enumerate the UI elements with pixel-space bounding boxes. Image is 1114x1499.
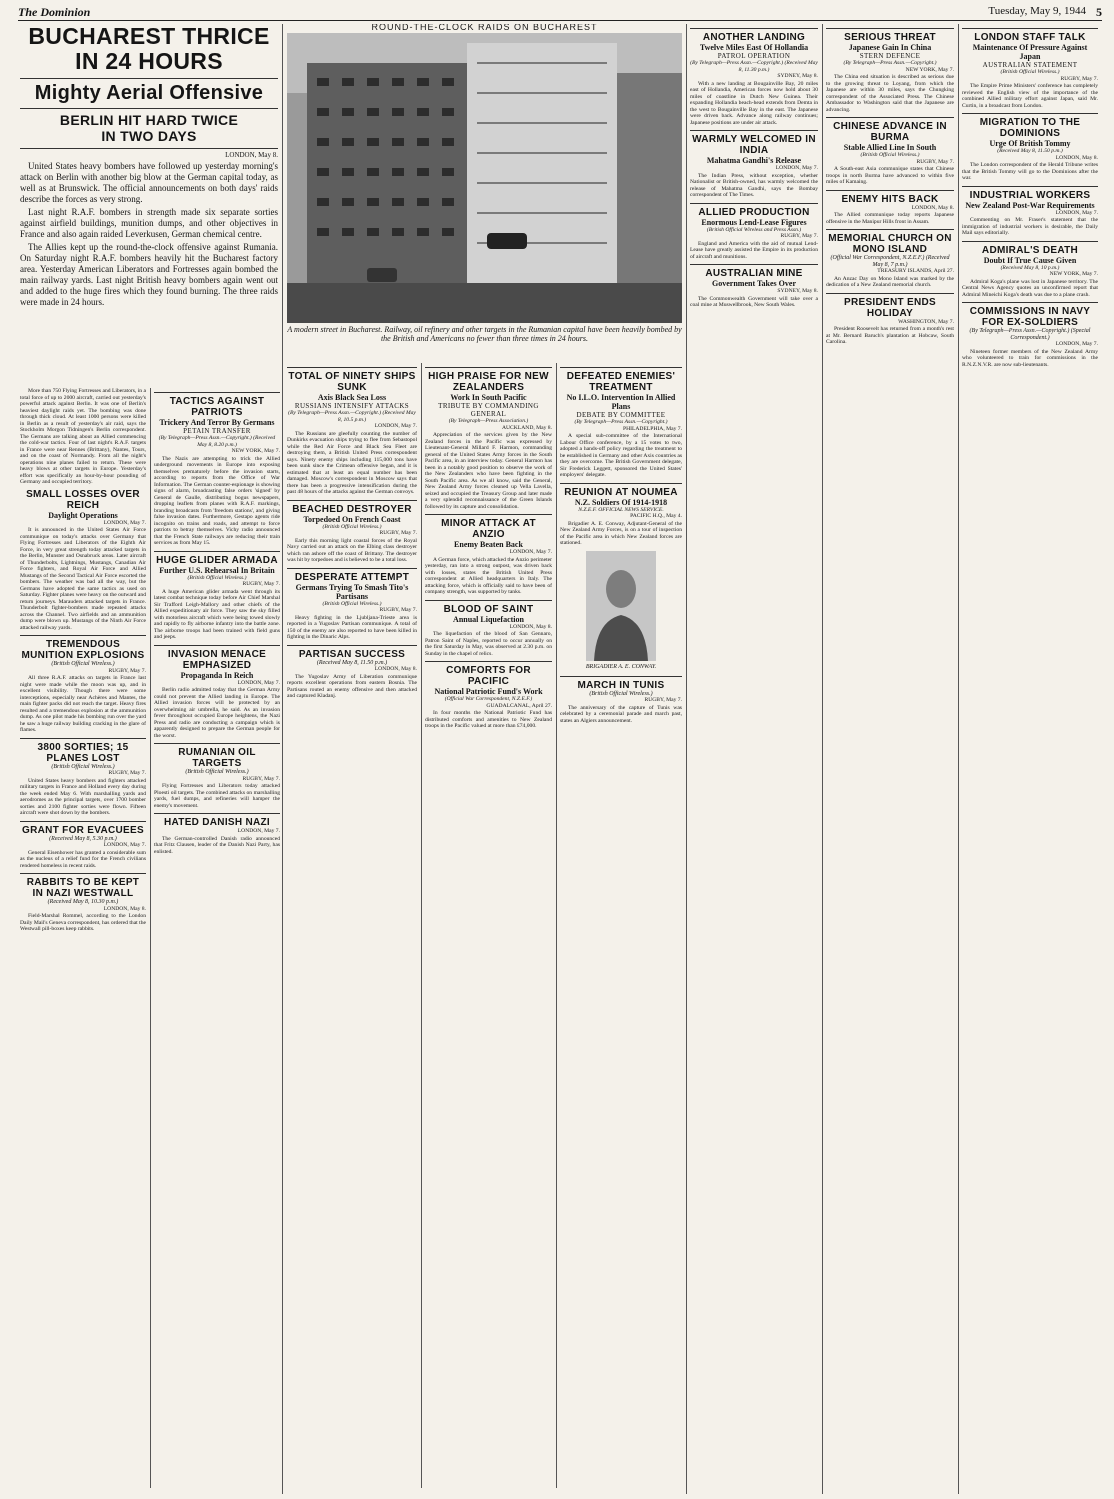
article: [425, 363, 552, 510]
article-subtitle: Daylight Operations: [48, 510, 118, 520]
article: [826, 225, 954, 289]
article-headline: TACTICS AGAINST PATRIOTS: [169, 396, 265, 418]
article-dateline: LONDON, May 7.: [237, 679, 280, 686]
article-body: The China end situation is described as serious due to the growing threat to Loyang, from which the Japanese are within 30 miles, says the Chungking correspondent of the Associated Press. The Chinese Ambassador to Washington said that the Japanese are advancing.: [826, 74, 954, 113]
article-headline: ALLIED PRODUCTION: [698, 206, 810, 218]
article-headline: HUGE GLIDER ARMADA: [156, 554, 278, 566]
article-deck: PATROL OPERATION: [717, 52, 791, 60]
article-credit: (By Telegraph—Press Assn.—Copyright.) (Received May 8, 8.20 p.m.): [158, 435, 276, 448]
article-credit: (British Official Wireless.): [1000, 69, 1060, 75]
article: [154, 809, 280, 855]
article-dateline: LONDON, May 8.: [911, 204, 954, 211]
article-subtitle: N.Z. Soldiers Of 1914-1918: [574, 497, 668, 507]
article-dateline: LONDON, May 7.: [1055, 209, 1098, 216]
article: [20, 734, 146, 817]
article-credit: (British Official Wireless.): [187, 574, 247, 581]
article: [287, 496, 417, 564]
article-deck: PETAIN TRANSFER: [183, 427, 251, 435]
article-subtitle: Stable Allied Line In South: [843, 143, 937, 152]
article-headline: SMALL LOSSES OVER REICH: [26, 488, 140, 511]
article-headline: HATED DANISH NAZI: [163, 817, 271, 828]
article-body: All three R.A.F. attacks on targets in France last night were made while the moon was up, and in excellent visibility. Though there were some interceptions, especially near Achères and Mantes, the main fighter packs did not reach the target. Heavy fires resulted and a tremendous explosion at the ammunition dump. As one pilot made his bombing run over the yard he saw a huge railway building cracking in the glare of flames.: [20, 675, 146, 733]
photo-title: ROUND-THE-CLOCK RAIDS ON BUCHAREST: [371, 24, 598, 32]
article-dateline: SYDNEY, May 8.: [777, 288, 818, 294]
article-body: Early this morning light coastal forces of the Royal Navy carried out an attack on the Elbing class destroyer which ran ashore off the coast of Brittany. The destroyer was hit by torpedoes and is believed to be a total loss.: [287, 537, 417, 563]
article-deck: STERN DEFENCE: [859, 52, 921, 60]
lead-paragraph-1: United States heavy bombers have followed up yesterday morning's attack on Berlin with another big blow at the German capital today, as well as at Brunswick. The official announcements on both days' raids describe the forces as very strong.: [20, 160, 278, 204]
article: [425, 596, 552, 658]
article-credit: (By Telegraph—Press Association.): [448, 418, 529, 424]
article-headline: GRANT FOR EVACUEES: [22, 824, 144, 836]
column-8: [962, 24, 1098, 1494]
column-6: [690, 24, 818, 1494]
column-1: [20, 388, 146, 1488]
article-subtitle: Government Takes Over: [712, 279, 796, 288]
article-subtitle: (British Official Wireless.): [589, 690, 653, 697]
article: [962, 109, 1098, 182]
article: [826, 113, 954, 186]
column-4: [425, 363, 552, 1488]
article-subtitle: New Zealand Post-War Requirements: [965, 200, 1095, 210]
article-headline: PARTISAN SUCCESS: [298, 648, 406, 660]
article: [154, 739, 280, 809]
column-7: [826, 24, 954, 1494]
article: [826, 289, 954, 346]
article-body: The Commonwealth Government will take over a coal mine at Muswellbrook, New South Wales.: [690, 295, 818, 308]
article-dateline: GUADALCANAL, April 27.: [486, 702, 552, 709]
article-dateline: LONDON, May 8.: [103, 905, 146, 912]
article: [154, 641, 280, 740]
article-headline: MINOR ATTACK AT ANZIO: [441, 518, 536, 540]
article-credit: (Received May 8, 10 p.m.): [1000, 264, 1060, 271]
article-headline: ANOTHER LANDING: [702, 32, 806, 43]
article: [287, 564, 417, 641]
article-dateline: LONDON, May 7.: [509, 549, 552, 555]
paper-name: The Dominion: [18, 5, 91, 19]
article-headline: WARMLY WELCOMED IN INDIA: [692, 134, 816, 156]
article-credit: (British Official Wireless and Press Assn.): [706, 226, 802, 233]
article-subtitle: Trickery And Terror By Germans: [159, 418, 275, 427]
article-headline: ENEMY HITS BACK: [841, 193, 939, 205]
article-dateline: LONDON, May 8.: [509, 623, 552, 630]
article-credit: (By Telegraph—Press Assn.—Copyright.): [574, 419, 668, 425]
article: [154, 388, 280, 547]
article-subtitle: Urge Of British Tommy: [989, 139, 1071, 148]
article-subtitle: Further U.S. Rehearsal In Britain: [159, 565, 275, 575]
article-subtitle: (Official War Correspondent, N.Z.E.F.) (Received May 8, 7 p.m.): [830, 255, 950, 268]
article-body: An Anzac Day on Mono Island was marked by the dedication of a New Zealand memorial church.: [826, 275, 954, 288]
article-subtitle: Annual Liquefaction: [453, 614, 524, 624]
article-body: In four months the National Patriotic Fund has distributed comforts and amenities to New Zealand troops in the Pacific valued at more than £74,000.: [425, 710, 552, 729]
article: [287, 641, 417, 700]
article-deck: TRIBUTE BY COMMANDING GENERAL: [438, 402, 539, 418]
lead-headline-1: BUCHAREST THRICE: [28, 24, 270, 49]
article-dateline: PHILADELPHIA, May 7.: [622, 425, 682, 432]
lead-subhead: Mighty Aerial Offensive: [34, 82, 264, 104]
article-body: Nineteen former members of the New Zealand Army who volunteered to train for commissions in the R.N.Z.N.V.R. are now sub-lieutenants.: [962, 348, 1098, 368]
article-subtitle: Mahatma Gandhi's Release: [706, 156, 802, 165]
article-headline: COMMISSIONS IN NAVY FOR EX-SOLDIERS: [969, 306, 1091, 328]
lead-deck-1: BERLIN HIT HARD TWICE: [59, 112, 239, 128]
article-dateline: LONDON, May 7.: [1055, 341, 1098, 347]
article-dateline: RUGBY, May 7.: [108, 770, 146, 776]
article-body: The Indian Press, without exception, whether Nationalist or British-owned, has warmly welcomed the release of Mahatma Gandhi, says the Bombay correspondent of The Times.: [690, 172, 818, 198]
article: [20, 817, 146, 870]
article-dateline: TREASURY ISLANDS, April 27.: [877, 268, 954, 274]
article-headline: MARCH IN TUNIS: [577, 679, 665, 691]
article-subtitle: Torpedoed On French Coast: [303, 514, 401, 524]
article: [962, 298, 1098, 368]
portrait-caption: BRIGADIER A. E. CONWAY.: [585, 663, 657, 670]
article-body: The Allied communique today reports Japanese offensive in the Manipur Hills front in Assam.: [826, 212, 954, 225]
photo-caption: A modern street in Bucharest. Railway, oil refinery and other targets in the Rumanian capital have been heavily bombed by the British and Americans no fewer than three times in 24 hours.: [287, 324, 682, 343]
article-headline: INVASION MENACE EMPHASIZED: [167, 648, 267, 671]
article-dateline: RUGBY, May 7.: [242, 775, 280, 782]
article-headline: LONDON STAFF TALK: [974, 32, 1086, 43]
article-subtitle: Enormous Lend-Lease Figures: [701, 217, 807, 227]
article-dateline: NEW YORK, May 7.: [905, 66, 954, 73]
lead-paragraph-3: The Allies kept up the round-the-clock offensive against Rumania. On Saturday night R.A.F. bombers heavily hit the Bucharest factory area. Yesterday American Liberators and Fortresses again bombed the main railway yards. Last night British heavy bombers again went out and added to the huge fires which they found burning. The three raids were made in 24 hours.: [20, 241, 278, 307]
article-subtitle: Propaganda In Reich: [180, 670, 254, 680]
article-credit: (By Telegraph—Press Assn.—Copyright.) (Received May 8, 11.30 p.m.): [690, 60, 818, 73]
article-headline: DESPERATE ATTEMPT: [294, 571, 410, 583]
article-subtitle: (British Official Wireless.): [51, 763, 115, 770]
article-dateline: PACIFIC H.Q., May 4.: [630, 513, 682, 519]
article-body: Berlin radio admitted today that the German Army could not prevent the Allied landing in Europe. The Allied invasion forces will be protected by an overwhelming air umbrella, he said. As an invasion fever throughout occupied Europe heightens, the Nazi Press and radio are conducting a campaign which is apparently designed to prepare the German people for the worst.: [154, 687, 280, 739]
page-number: 5: [1096, 5, 1102, 19]
article-subtitle: (British Official Wireless.): [51, 661, 115, 667]
article-dateline: LONDON, May 7.: [237, 828, 280, 834]
article-subtitle: Germans Trying To Smash Tito's Partisans: [295, 582, 409, 601]
building-illustration: [287, 33, 682, 323]
article-deck: DEBATE BY COMMITTEE: [576, 411, 666, 419]
article-body: The anniversary of the capture of Tunis was celebrated by a ceremonial parade and march past, states an Algiers announcement.: [560, 704, 682, 724]
article: [962, 24, 1098, 109]
article-headline: PRESIDENT ENDS HOLIDAY: [844, 296, 936, 319]
article-body: With a new landing at Bougainville Bay, 20 miles east of Hollandia, American forces now hold about 30 miles of coastline in Dutch New Guinea. Their expanding Hollandia beach-head extends from Demta in the west to Bougainville Bay in the east. The Japanese were driven back. Advance along railway continues; Japanese positions are under air attack.: [690, 80, 818, 126]
article-headline: 3800 SORTIES; 15 PLANES LOST: [37, 741, 129, 764]
article-subtitle: (Received May 8, 11.50 p.m.): [316, 659, 388, 666]
article-headline: RUMANIAN OIL TARGETS: [178, 747, 256, 769]
article-dateline: RUGBY, May 7.: [242, 581, 280, 587]
article-body: The Russians are gleefully counting the number of Dunkirks evacuation ships trying to flee from Sebastopol while the Red Air Force and Black Sea Fleet are destroying them, a British United Press correspondent says. Ninety enemy ships including 115,000 tons have been sunk since the Crimean offensive began, and it is estimated that at least an equal number has been damaged. Moscow's correspondent in Moscow says that there has been a progressive intensification during the past 48 hours of the attacks against the German convoys.: [287, 430, 417, 495]
article-body: Brigadier A. E. Conway, Adjutant-General of the New Zealand Army Forces, is on a tour of inspection of the Pacific area in which New Zealand forces are stationed.: [560, 520, 682, 546]
article-dateline: LONDON, May 7.: [775, 165, 818, 171]
bucharest-street-photo: [287, 33, 682, 323]
masthead: [18, 4, 1102, 21]
article-body: A special sub-committee of the International Labour Office conference, by a 15 votes to two, adopted a hands-off policy regarding the treatment to be established in Germany and other Axis countries as they are overcome. The British Government delegate, Sir Frederick Leggett, sponsored the United States' employers' delegate.: [560, 433, 682, 478]
article-body: Flying Fortresses and Liberators today attacked Ploesti oil targets. The combined attacks on marshalling yards, fuel dumps, and refineries will hamper the enemy's movement.: [154, 783, 280, 809]
article-headline: COMFORTS FOR PACIFIC: [446, 665, 531, 687]
article: [962, 237, 1098, 299]
article-headline: BLOOD OF SAINT: [443, 603, 534, 615]
article-dateline: LONDON, May 7.: [374, 423, 417, 429]
article-dateline: RUGBY, May 7.: [379, 607, 417, 613]
article-headline: CHINESE ADVANCE IN BURMA: [833, 121, 947, 143]
article: [690, 260, 818, 309]
article-body: Admiral Koga's plane was lost in Japanese territory. The Central News Agency quotes an unconfirmed report that Admiral Mineichi Koga's death was due to a plane crash.: [962, 278, 1098, 298]
article: [690, 126, 818, 199]
article-headline: TOTAL OF NINETY SHIPS SUNK: [288, 371, 416, 393]
article-dateline: AUCKLAND, May 8.: [501, 424, 552, 431]
article-subtitle: Japanese Gain In China: [848, 43, 932, 52]
article-dateline: NEW YORK, May 7.: [1049, 271, 1098, 277]
article: [560, 672, 682, 725]
article-dateline: SYDNEY, May 8.: [777, 73, 818, 79]
article: [560, 363, 682, 479]
article-body: United States heavy bombers and fighters attacked military targets in France and Holland every day during the week ended May 6. With marshalling yards and aerodromes as the principal targets, over 1700 bomber sorties and 2100 fighter sorties were flown. Fifteen aircraft were shot down by the bombers.: [20, 777, 146, 816]
article-body: A German force, which attacked the Anzio perimeter yesterday, ran into a strong outpost, was driven back with losses, states the British United Press correspondent at Allied headquarters in Italy. The attacking force, which is officially said to have been of company strength, was supported by tanks.: [425, 556, 552, 595]
article: [690, 24, 818, 126]
article-dateline: RUGBY, May 7.: [379, 530, 417, 536]
column-3: [287, 363, 417, 1488]
article-body: It is announced in the United States Air Force communique on today's attacks over Germany that Flying Fortresses and Liberators of the Eighth Air Force, in very great strength today attacked targets in the Berlin, Munster and Osnabruck areas. Later aircraft of Thunderbolts, Lightnings, Mustangs, Canadian Air Force fighters, and Royal Air Force and Allied Mustangs of the Second Tactical Air Force escorted the bombers. The weather was bad all the way, but the Germans have adopted the same tactics as used on Saturday. Fighter planes were heavy on the outward and return journeys. Marauders attacked targets in France. Thunderbolt fighter-bombers made repeated attacks across the Channel. Two airfields and an ammunition dump were blown up. Mustangs of the Ninth Air Force attacked railway yards.: [20, 527, 146, 631]
article-headline: DEFEATED ENEMIES' TREATMENT: [566, 371, 676, 393]
article: [20, 869, 146, 933]
article-subtitle: (Received May 8, 5.30 p.m.): [49, 835, 117, 842]
article-body: The Nazis are attempting to trick the Allied underground movements in Europe into exposing themselves prematurely before the invasion starts, according to reports from the Office of War Information. The German counter-espionage is showing signs of alarm, broadcasting false orders 'signed' by General de Gaulle, distributing bogus newspapers, dropping leaflets from planes with R.A.F. markings, branding broadcasts from 'freedom stations', and giving false invasion dates. Furthermore, Gestapo agents ride incognito on trains and roads, and attempt to force patriots to betray themselves. Vichy radio announced that the French State railways are reducing their train services as from May 15.: [154, 455, 280, 546]
article-body: England and America with the aid of mutual Lend-Lease have greatly assisted the Empire in its production of aircraft and munitions.: [690, 240, 818, 260]
lead-story: [20, 24, 278, 384]
article-body: General Eisenhower has granted a considerable sum as the nucleus of a relief fund for the French civilians rendered homeless in recent raids.: [20, 849, 146, 869]
article: [20, 631, 146, 734]
article-headline: SERIOUS THREAT: [844, 32, 936, 43]
article-dateline: LONDON, May 7.: [103, 519, 146, 526]
lead-dateline: LONDON, May 8.: [225, 151, 278, 159]
article-dateline: RUGBY, May 7.: [1060, 75, 1098, 82]
article-headline: AUSTRALIAN MINE: [705, 268, 803, 279]
article-body: The Empire Prime Ministers' conference has completely reviewed the English view of the importance of the combined Allied military effort against Japan, said Mr. Curtin, in a broadcast from London.: [962, 83, 1098, 109]
article-subtitle: (British Official Wireless.): [185, 769, 249, 775]
article-subtitle: (By Telegraph—Press Assn.—Copyright.) (Special Correspondent.): [969, 328, 1091, 341]
article-headline: MEMORIAL CHURCH ON MONO ISLAND: [828, 233, 952, 255]
article: [425, 657, 552, 730]
article-subtitle: Twelve Miles East Of Hollandia: [699, 43, 809, 52]
article-body: President Roosevelt has returned from a month's rest at Mr. Bernard Baruch's plantation at Hobcaw, South Carolina.: [826, 326, 954, 345]
column-2: [154, 388, 280, 1488]
article-subtitle: Axis Black Sea Loss: [317, 393, 387, 402]
article: [962, 182, 1098, 237]
article-credit: (By Telegraph—Press Assn.—Copyright.) (Received May 8, 10.5 p.m.): [288, 410, 416, 423]
article: [287, 363, 417, 496]
article-headline: ADMIRAL'S DEATH: [981, 244, 1079, 256]
article-dateline: RUGBY, May 7.: [644, 697, 682, 703]
article-body: Appreciation of the services given by the New Zealand forces in the Pacific was expressed by Lieutenant-General Millard F. Harmon, commanding general of the United States Army forces in the South Pacific area, in an interview today. General Harmon has been in a notably good position to observe the work of the New Zealanders who have been fighting in the South Pacific area. As we all know, said the General, New Zealand Army forces cleaned up Vella Lavella, seized and occupied the Treasury Group and later made a very splendid reconnaissance of the Green Islands followed by its capture and consolidation.: [425, 432, 552, 510]
article-body: A South-east Asia communique states that Chinese troops in north Burma have advanced to within five miles of Kamaing.: [826, 166, 954, 185]
lead-story-body: More than 750 Flying Fortresses and Liberators, in a total force of up to 2000 aircraft, carried out yesterday's powerful attack against Berlin. It was one of Berlin's heaviest daylight raids yet. The bombing was done through thick cloud. At least 1000 persons were killed in Berlin as a result of yesterday's air raid, says the Stockholm Morgon Tidningen's Berlin correspondent. The Germans are talking about an Allied commencing the cold-war tactics. Four of last night's R.A.F. targets in France were near Rennes (Brittany), Nantes, Tours, and on the coast of Normandy. From all the night's operations nine planes failed to return. These were heavy blows at other targets in Europe. Yesterday's effort was specifically an hour-by-hour pounding of Germany and occupied territory.: [20, 388, 146, 485]
article-dateline: RUGBY, May 7.: [780, 233, 818, 239]
article-dateline: WASHINGTON, May 7.: [898, 318, 954, 325]
article-dateline: LONDON, May 8.: [1055, 154, 1098, 161]
article-dateline: LONDON, May 7.: [103, 842, 146, 848]
portrait-illustration: [586, 551, 656, 661]
article-body: The Yugoslav Army of Liberation communique reports excellent operations from eastern Bosnia. The Partisans routed an enemy offensive and then attacked and captured Kladanj.: [287, 673, 417, 699]
article: [826, 24, 954, 113]
article: [20, 489, 146, 632]
article-headline: TREMENDOUS MUNITION EXPLOSIONS: [21, 639, 145, 661]
article-deck: AUSTRALIAN STATEMENT: [982, 61, 1078, 69]
article: [560, 479, 682, 547]
article-subtitle: Enemy Beaten Back: [454, 540, 523, 549]
article: [425, 510, 552, 596]
article-subtitle: No I.L.O. Intervention In Allied Plans: [566, 393, 676, 411]
article-dateline: LONDON, May 8.: [374, 666, 417, 672]
article: [826, 186, 954, 226]
article-headline: RABBITS TO BE KEPT IN NAZI WESTWALL: [26, 877, 140, 899]
article-headline: HIGH PRAISE FOR NEW ZEALANDERS: [428, 371, 549, 393]
article-body: The German-controlled Danish radio announced that Fritz Clausen, leader of the Danish Nazi Party, has enlisted.: [154, 835, 280, 855]
article: [690, 199, 818, 261]
article-subtitle: National Patriotic Fund's Work: [434, 687, 543, 696]
article-credit: (British Official Wireless.): [860, 152, 920, 158]
lead-paragraph-2: Last night R.A.F. bombers in strength made six separate sorties against airfield buildings, munition dumps, and other objectives in France and also again raided Leverkusen, German chemical centre.: [20, 206, 278, 239]
issue-date: Tuesday, May 9, 1944: [988, 5, 1086, 17]
article-body: The London correspondent of the Herald Tribune writes that the British Tommy will go to the Dominions after the war.: [962, 162, 1098, 181]
column-5: [560, 363, 682, 1488]
article-headline: INDUSTRIAL WORKERS: [969, 189, 1091, 201]
article-credit: (Official War Correspondent, N.Z.E.F.): [444, 696, 533, 702]
photo-feature: [287, 24, 682, 359]
article-body: Field-Marshal Rommel, according to the London Daily Mail's Geneva correspondent, has ordered that the Westwall pill-boxes keep rabbits.: [20, 913, 146, 932]
article-body: Heavy fighting in the Ljubljana-Trieste area is reported in a Yugoslav Partisan communique. A total of 150 of the enemy are also reported to have been killed in fighting in the Dinaric Alps.: [287, 614, 417, 640]
article-subtitle: Maintenance Of Pressure Against Japan: [972, 43, 1088, 61]
article-headline: REUNION AT NOUMEA: [564, 486, 678, 498]
article-headline: MIGRATION TO THE DOMINIONS: [979, 117, 1081, 139]
article-body: The liquefaction of the blood of San Gennaro, Patron Saint of Naples, reported to occur annually on the first Saturday in May, was observed at 2.30 p.m. on Sunday in the chapel of relics.: [425, 631, 552, 657]
article: [154, 547, 280, 641]
article-headline: BEACHED DESTROYER: [292, 503, 412, 515]
article-dateline: NEW YORK, May 7.: [231, 448, 280, 454]
article-dateline: RUGBY, May 7.: [108, 667, 146, 674]
article-credit: N.Z.E.F. OFFICIAL NEWS SERVICE.: [578, 506, 664, 513]
article-credit: (British Official Wireless.): [322, 523, 382, 530]
article-body: A huge American glider armada went through its latest combat technique today before Air Chief Marshal Sir Trafford Leigh-Mallory and other chiefs of the Allied expeditionary air force. They saw the sky filled with motorless aircraft which were being towed slowly and rapidly to fly airborne infantry into the battle zone. The airborne troops had been trained with field guns and jeeps.: [154, 588, 280, 640]
article-subtitle: Work In South Pacific: [450, 393, 527, 402]
article-credit: (Received May 8, 11.50 p.m.): [997, 148, 1063, 154]
portrait-photo: [586, 551, 656, 661]
article-subtitle: Doubt If True Cause Given: [983, 255, 1077, 265]
article-body: Commenting on Mr. Fraser's statement that the immigration of industrial workers is desirable, the Daily Mail says editorially.: [962, 217, 1098, 236]
article-subtitle: (Received May 8, 10.30 p.m.): [47, 899, 119, 905]
lead-deck-2: IN TWO DAYS: [101, 128, 197, 144]
article-deck: RUSSIANS INTENSIFY ATTACKS: [294, 402, 410, 410]
lead-headline-2: IN 24 HOURS: [75, 48, 223, 74]
article-credit: (By Telegraph—Press Assn.—Copyright.): [843, 60, 937, 66]
article-credit: (British Official Wireless.): [322, 600, 382, 607]
article-dateline: RUGBY, May 7.: [916, 158, 954, 165]
